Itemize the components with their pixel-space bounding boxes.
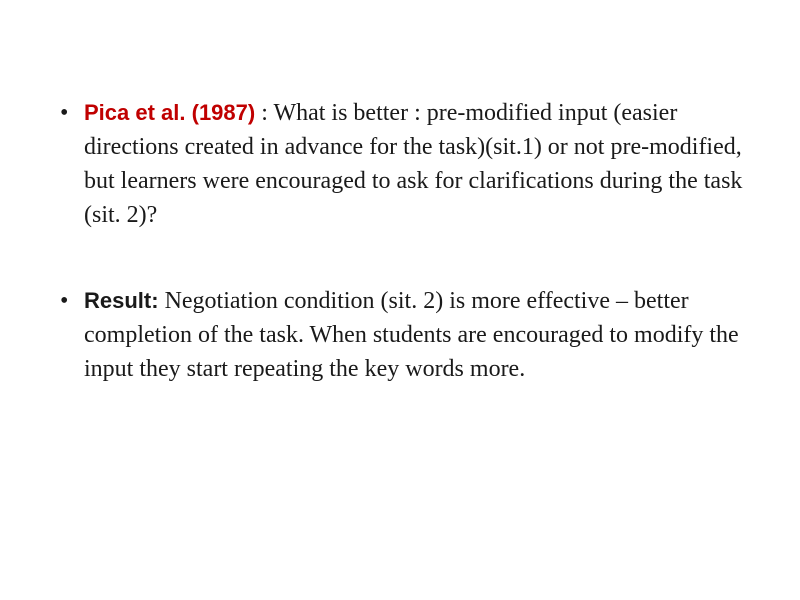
bullet-text-question: : What is better : pre-modified input (easier directions created in advance for the task)(sit.1) or not pre-modified, but learners were encouraged to ask for clarifications during the task (sit. 2)? <box>84 100 743 228</box>
bullet-dot-icon: • <box>60 288 69 314</box>
result-label: Result: <box>84 288 159 313</box>
bullet-item-result <box>58 284 748 386</box>
bullet-dot-icon: • <box>60 100 69 126</box>
bullet-text-result: Negotiation condition (sit. 2) is more effective – better completion of the task. When students are encouraged to modify the input they start repeating the key words more. <box>84 288 739 382</box>
bullet-item-pica <box>58 96 748 232</box>
citation-pica-1987: Pica et al. (1987) <box>84 100 256 125</box>
bullet-list <box>58 96 748 438</box>
